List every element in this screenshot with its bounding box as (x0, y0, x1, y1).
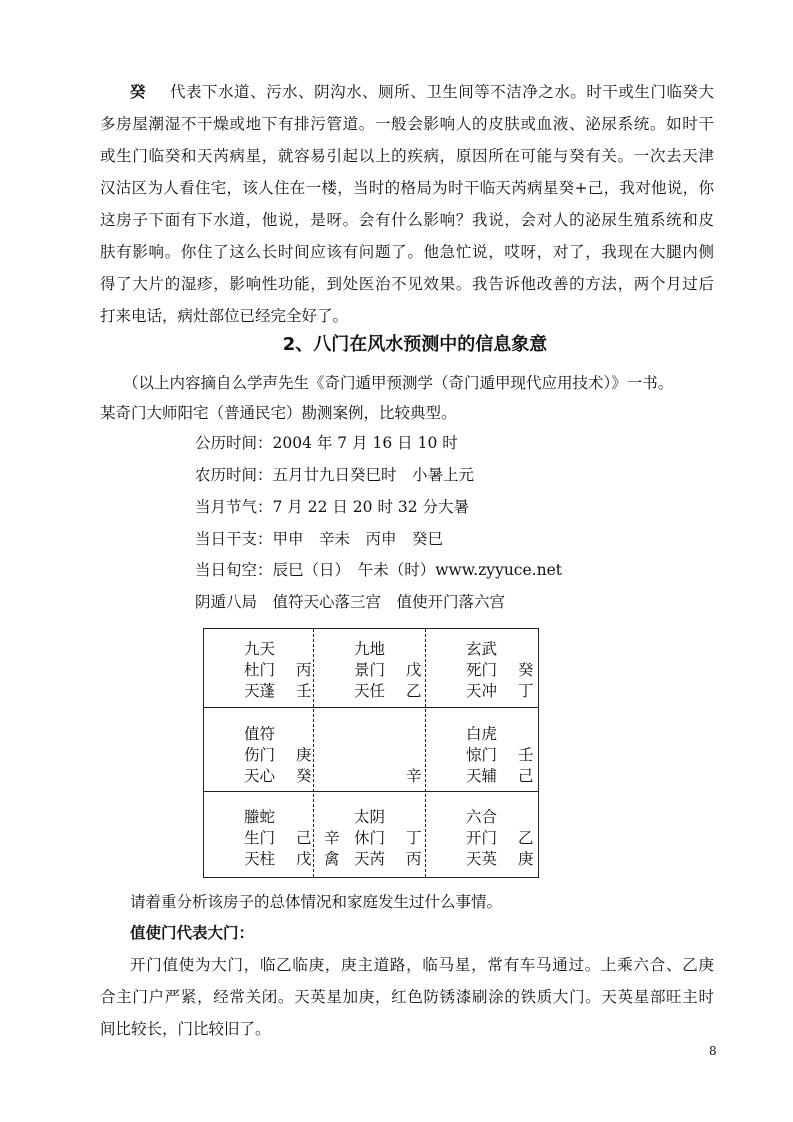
palace-label: 生门 (244, 829, 276, 847)
question-text: 请着重分析该房子的总体情况和家庭发生过什么事情。 (130, 893, 503, 911)
palace-row (316, 745, 426, 766)
palace-row (206, 639, 316, 660)
palace-stem: 辛 (406, 767, 422, 785)
palace-label: 白虎 (466, 725, 498, 743)
palace-label: 螣蛇 (244, 808, 276, 826)
palace-row (428, 807, 538, 828)
paragraph-lead-term: 癸 (130, 83, 146, 101)
palace-row (206, 828, 316, 849)
palace-prefix: 禽 (324, 850, 340, 868)
qimen-chart-table (203, 628, 539, 878)
palace-stem: 己 (518, 767, 534, 785)
paragraph-line: 得了大片的湿疹，影响性功能，到处医治不见效果。我告诉他改善的方法，两个月过后 (100, 275, 714, 293)
palace-label: 值符 (244, 725, 276, 743)
section-heading: 2、八门在风水预测中的信息象意 (282, 334, 548, 355)
palace-stem: 壬 (296, 682, 312, 700)
palace-row (206, 849, 316, 870)
palace-label: 天蓬 (244, 682, 276, 700)
palace-label: 开门 (466, 829, 498, 847)
palace-row (316, 766, 426, 787)
palace-row (428, 745, 538, 766)
palace-row (206, 807, 316, 828)
palace-label: 六合 (466, 808, 498, 826)
palace-label: 太阴 (354, 808, 386, 826)
paragraph-line: 肤有影响。你住了这么长时间应该有问题了。他急忙说，哎呀，对了，我现在大腿内侧 (100, 243, 714, 261)
palace-row (428, 724, 538, 745)
palace-stem: 丁 (406, 829, 422, 847)
palace-stem: 丁 (518, 682, 534, 700)
paragraph-line: 这房子下面有下水道，他说，是呀。会有什么影响？我说，会对人的泌尿生殖系统和皮 (100, 211, 714, 229)
source-note: （以上内容摘自么学声先生《奇门遁甲预测学（奇门遁甲现代应用技术）》一书。 (123, 374, 674, 392)
palace-cell (428, 639, 538, 719)
palace-label: 天心 (244, 767, 276, 785)
paragraph-line: 间比较长，门比较旧了。 (100, 1020, 271, 1038)
palace-stem: 丙 (296, 661, 312, 679)
palace-row (206, 681, 316, 702)
palace-row (316, 849, 426, 870)
info-line: 阴遁八局 值符天心落三宫 值使开门落六宫 (195, 593, 506, 611)
palace-row (316, 681, 426, 702)
paragraph-line: 汉沽区为人看住宅，该人住在一楼，当时的格局为时干临天芮病星癸+己，我对他说，你 (100, 179, 714, 197)
palace-cell (428, 807, 538, 887)
palace-row (316, 660, 426, 681)
palace-label: 九地 (354, 640, 386, 658)
palace-row (206, 745, 316, 766)
palace-cell (206, 639, 316, 719)
palace-row (428, 849, 538, 870)
palace-stem: 癸 (296, 767, 312, 785)
info-line: 公历时间：2004 年 7 月 16 日 10 时 (195, 434, 458, 452)
palace-stem: 庚 (518, 850, 534, 868)
palace-label: 天柱 (244, 850, 276, 868)
paragraph-line: 开门值使为大门，临乙临庚，庚主道路，临马星，常有车马通过。上乘六合、乙庚 (130, 956, 714, 974)
palace-row (206, 724, 316, 745)
palace-stem: 戊 (406, 661, 422, 679)
palace-label: 天英 (466, 850, 498, 868)
palace-label: 天芮 (354, 850, 386, 868)
palace-label: 天任 (354, 682, 386, 700)
palace-label: 景门 (354, 661, 386, 679)
palace-label: 伤门 (244, 746, 276, 764)
paragraph-line: 代表下水道、污水、阴沟水、厕所、卫生间等不洁净之水。时干或生门临癸大 (170, 83, 714, 101)
palace-row (206, 660, 316, 681)
palace-stem: 戊 (296, 850, 312, 868)
palace-label: 玄武 (466, 640, 498, 658)
palace-label: 天辅 (466, 767, 498, 785)
palace-row (316, 828, 426, 849)
paragraph-line: 合主门户严紧，经常关闭。天英星加庚，红色防锈漆刷涂的铁质大门。天英星部旺主时 (100, 988, 714, 1006)
info-line: 当日干支：甲申 辛未 丙申 癸巳 (195, 530, 444, 548)
info-line: 农历时间：五月廿九日癸巳时 小暑上元 (195, 466, 475, 484)
palace-label: 休门 (354, 829, 386, 847)
palace-row (206, 766, 316, 787)
palace-cell (316, 724, 426, 804)
palace-label: 天冲 (466, 682, 498, 700)
palace-cell (206, 807, 316, 887)
palace-row (428, 766, 538, 787)
paragraph-line: 多房屋潮湿不干燥或地下有排污管道。一般会影响人的皮肤或血液、泌尿系统。如时干 (100, 115, 714, 133)
palace-stem: 乙 (518, 829, 534, 847)
palace-stem: 丙 (406, 850, 422, 868)
subheading: 值使门代表大门： (130, 924, 255, 942)
palace-label: 九天 (244, 640, 276, 658)
palace-row (428, 660, 538, 681)
source-note: 某奇门大师阳宅（普通民宅）勘测案例，比较典型。 (100, 404, 457, 422)
palace-row (316, 807, 426, 828)
palace-row (316, 639, 426, 660)
palace-stem: 庚 (296, 746, 312, 764)
palace-stem: 乙 (406, 682, 422, 700)
palace-label: 惊门 (466, 746, 498, 764)
palace-cell (428, 724, 538, 804)
palace-cell (206, 724, 316, 804)
palace-row (316, 724, 426, 745)
palace-row (428, 639, 538, 660)
page-number: 8 (709, 1044, 717, 1058)
paragraph-line: 打来电话，病灶部位已经完全好了。 (100, 307, 349, 325)
palace-prefix: 辛 (324, 829, 340, 847)
palace-cell (316, 639, 426, 719)
palace-cell (316, 807, 426, 887)
palace-label: 杜门 (244, 661, 276, 679)
palace-stem: 己 (296, 829, 312, 847)
palace-row (428, 828, 538, 849)
palace-stem: 癸 (518, 661, 534, 679)
palace-row (428, 681, 538, 702)
paragraph-line: 或生门临癸和天芮病星，就容易引起以上的疾病，原因所在可能与癸有关。一次去天津 (100, 147, 714, 165)
info-line: 当月节气：7 月 22 日 20 时 32 分大暑 (195, 498, 470, 516)
palace-stem: 壬 (518, 746, 534, 764)
info-line: 当日旬空：辰巳（日） 午未（时）www.zyyuce.net (195, 561, 562, 579)
palace-label: 死门 (466, 661, 498, 679)
